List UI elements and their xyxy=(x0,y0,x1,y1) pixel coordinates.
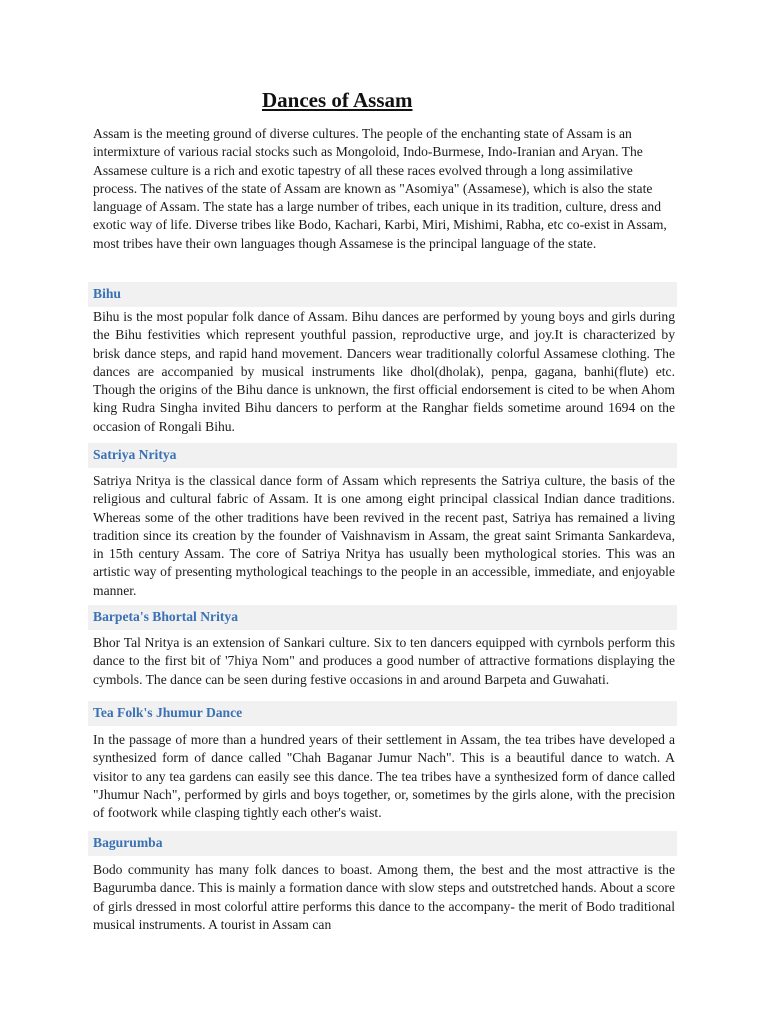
section-heading-band-jhumur xyxy=(88,701,677,726)
section-heading-band-bihu xyxy=(88,282,677,307)
section-heading-bagurumba: Bagurumba xyxy=(93,835,163,850)
section-body-bhortal: Bhor Tal Nritya is an extension of Sankari culture. Six to ten dancers equipped with cyrnbols perform this dance to the first bit of '7hiya Nom" and produces a good number of attractive formations displaying the cymbols. The dance can be seen during festive occasions in and around Barpeta and Guwahati. xyxy=(93,635,675,687)
section-heading-jhumur: Tea Folk's Jhumur Dance xyxy=(93,705,243,720)
section-body-bagurumba: Bodo community has many folk dances to boast. Among them, the best and the most attractive is the Bagurumba dance. This is mainly a formation dance with slow steps and outstretched hands. About a score of girls dressed in most colorful attire performs this dance to the accompany- the merit of Bodo traditional musical instruments. A tourist in Assam can xyxy=(93,862,675,932)
section-body-jhumur: In the passage of more than a hundred years of their settlement in Assam, the tea tribes have developed a synthesized form of dance called "Chah Baganar Jumur Nach". This is a beautiful dance to watch. A visitor to any tea gardens can easily see this dance. The tea tribes have a synthesized form of dance called "Jhumur Nach", performed by girls and boys together, or, sometimes by the girls alone, with the precision of footwork while clasping tightly each other's waist. xyxy=(93,732,675,821)
section-heading-bihu: Bihu xyxy=(93,286,121,301)
section-body-satriya: Satriya Nritya is the classical dance form of Assam which represents the Satriya culture, the basis of the religious and cultural fabric of Assam. It is one among eight principal classical Indian dance traditions. Whereas some of the other traditions have been revived in the recent past, Satriya has remained a living tradition since its creation by the founder of Vaishnavism in Assam, the great saint Srimanta Sankardeva, in 15th century Assam. The core of Satriya Nritya has usually been mythological stories. This was an artistic way of presenting mythological teachings to the people in an accessible, immediate, and enjoyable manner. xyxy=(93,473,675,598)
section-heading-band-bagurumba xyxy=(88,831,677,856)
section-heading-band-satriya xyxy=(88,443,677,468)
page-title: Dances of Assam xyxy=(262,88,413,112)
section-heading-band-bhortal xyxy=(88,605,677,630)
section-heading-bhortal: Barpeta's Bhortal Nritya xyxy=(93,609,238,624)
section-body-bihu: Bihu is the most popular folk dance of Assam. Bihu dances are performed by young boys and girls during the Bihu festivities which represent youthful passion, reproductive urge, and joy.It is characterized by brisk dance steps, and rapid hand movement. Dancers wear traditionally colorful Assamese clothing. The dances are accompanied by musical instruments like dhol(dholak), penpa, gagana, banhi(flute) etc. Though the origins of the Bihu dance is unknown, the first official endorsement is cited to be when Ahom king Rudra Singha invited Bihu dancers to perform at the Ranghar fields sometime around 1694 on the occasion of Rongali Bihu. xyxy=(93,309,675,434)
section-heading-satriya: Satriya Nritya xyxy=(93,447,177,462)
intro-paragraph: Assam is the meeting ground of diverse cultures. The people of the enchanting state of Assam is an intermixture of various racial stocks such as Mongoloid, Indo-Burmese, Indo-Iranian and Aryan. The Assamese culture is a rich and exotic tapestry of all these races evolved through a long assimilative process. The natives of the state of Assam are known as "Asomiya" (Assamese), which is also the state language of Assam. The state has a large number of tribes, each unique in its tradition, culture, dress and exotic way of life. Diverse tribes like Bodo, Kachari, Karbi, Miri, Mishimi, Rabha, etc co-exist in Assam, most tribes have their own languages though Assamese is the principal language of the state. xyxy=(93,126,667,251)
